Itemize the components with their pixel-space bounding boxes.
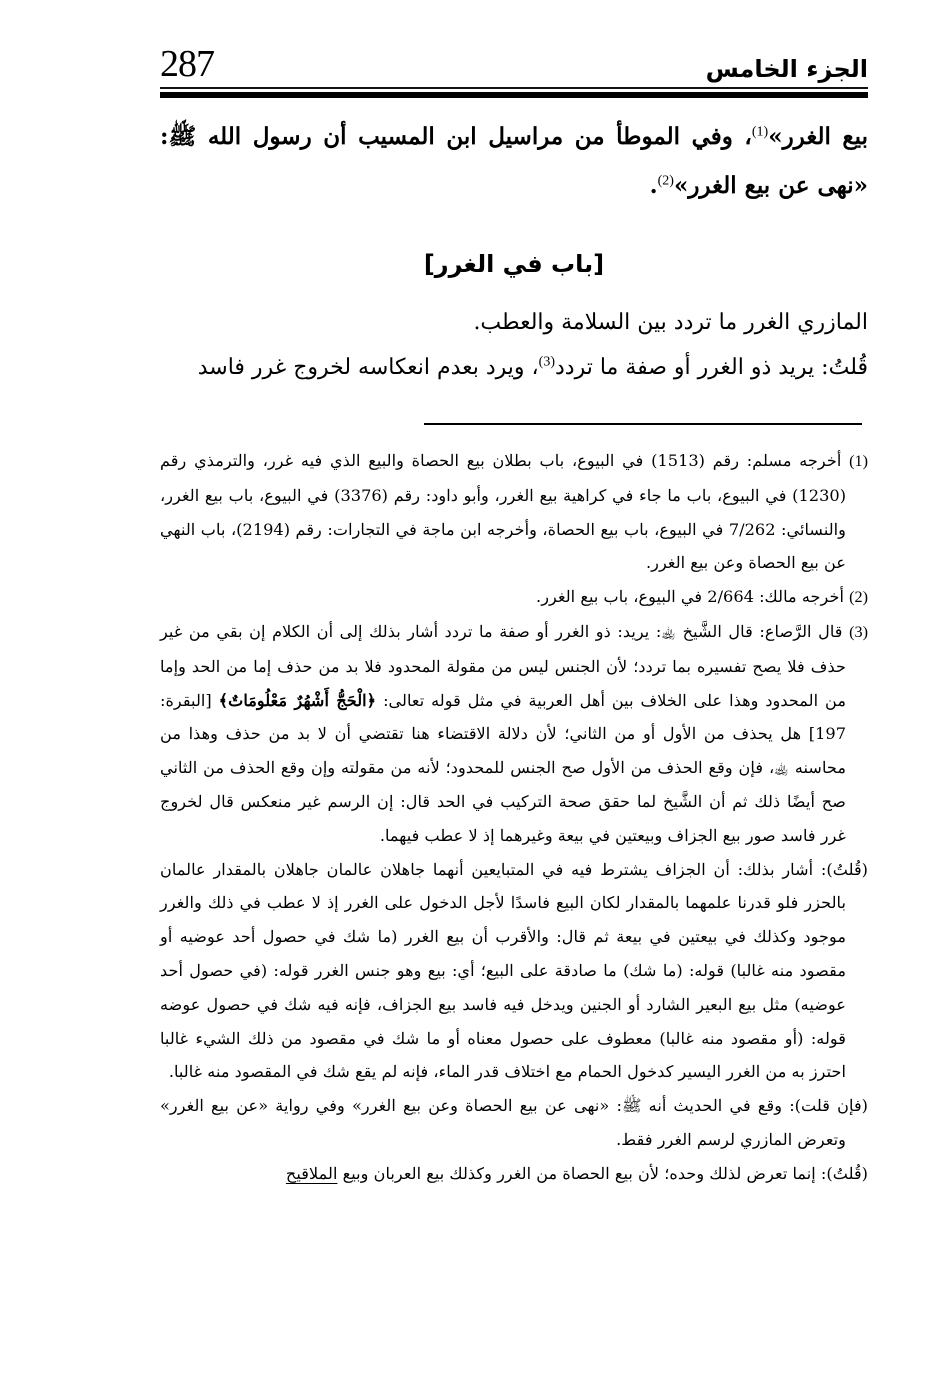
footnote-reference-1[interactable]: (1)	[751, 124, 769, 140]
footnote-label: (فإن قلت):	[789, 1096, 869, 1116]
catchword: الملاقيح	[285, 1163, 338, 1183]
header-rule	[160, 87, 868, 99]
footnote-separator	[424, 423, 862, 425]
paragraph-text: بيع الغرر»	[768, 123, 868, 150]
main-text-body	[160, 300, 868, 390]
main-text-top	[160, 112, 868, 210]
header-rule-thin-line	[160, 87, 868, 89]
footnote-text: وقع في الحديث أنه ﷺ: «نهى عن بيع الحصاة وعن بيع الغرر» وفي رواية «عن بيع الغرر» وتعرض المازري لرسم الغرر فقط.	[160, 1096, 846, 1149]
footnote-number: (2)	[849, 588, 868, 607]
paragraph-qultu	[160, 345, 868, 390]
footnote-number: (3)	[849, 622, 868, 641]
paragraph-text: ، وفي الموطأ من مراسيل ابن المسيب أن رسول الله ﷺ: «نهى عن بيع الغرر»	[160, 123, 868, 199]
footnote-text: أخرجه مسلم: رقم (1513) في البيوع، باب بطلان بيع الحصاة والبيع الذي فيه غرر، والترمذي رقم (1230) في البيوع، باب ما جاء في كراهية بيع الغرر، وأبو داود: رقم (3376) في البيوع، باب بيع الغرر، والنسائي: 7/262 في البيوع، باب بيع الحصاة، وأخرجه ابن ماجة في التجارات: رقم (2194)، باب النهي عن بيع الحصاة وعن بيع الغرر.	[160, 451, 847, 573]
page-number: 287	[160, 43, 214, 85]
footnote-2	[160, 580, 868, 615]
footnote-3-qultu	[160, 853, 868, 1090]
footnote-text: قال الرَّصاع: قال الشَّيخ ﵀: يريد: ذو الغرر أو صفة ما تردد أشار بذلك إلى أن الكلام إن بقي من غير حذف فلا يصح تفسيره بما تردد؛ لأن الجنس ليس من مقولة المحدود فلا بد من حذف إما من الحد وإما من المحدود وهذا على الخلاف بين أهل العربية في مثل قوله تعالى:	[160, 621, 846, 710]
footnote-label: (قُلتُ):	[820, 859, 868, 879]
paragraph-text: قُلتُ: يريد ذو الغرر أو صفة ما تردد	[555, 355, 868, 380]
footnotes	[160, 444, 868, 1191]
paragraph-text: ، ويرد بعدم انعكاسه لخروج غرر فاسد	[197, 355, 539, 380]
footnote-text: أشار بذلك: أن الجزاف يشترط فيه في المتبايعين أنهما جاهلان عالمان جاهلان بالمقدار عالمان بالحزر فلو قدرنا علمهما بالمقدار لكان البيع فاسدًا لأجل الدخول على الغرر إذ لا عطب في ذلك والغرر موجود وكذلك في بيعتين في بيعة ثم قال: والأقرب أن بيع الغرر (ما شك في حصول أحد عوضيه أو مقصود منه غالبا) قوله: (ما شك) ما صادقة على البيع؛ أي: بيع وهو جنس الغرر قوله: (في حصول أحد عوضيه) مثل بيع البعير الشارد أو الجنين ويدخل فيه فاسد بيع الجزاف، فإنه فيه شك في حصول عوضه قوله: (أو مقصود منه غالبا) معطوف على حصول معناه أو ما شك في مقصود من ذلك الشيء غالبا احترز به من الغرر اليسير كدخول الحمام مع اختلاف قدر الماء، فإنه لم يقع شك في المقصود منه غالبا.	[160, 859, 846, 1082]
footnote-text: إنما تعرض لذلك وحده؛ لأن بيع الحصاة من الغرر وكذلك بيع العربان وبيع	[337, 1163, 816, 1183]
footnote-1	[160, 444, 868, 580]
quran-verse: ﴿الْحَجُّ أَشْهُرٌ مَعْلُومَاتٌ﴾	[218, 690, 377, 710]
paragraph-hadith-continuation	[160, 112, 868, 210]
volume-title: الجزء الخامس	[705, 55, 868, 83]
footnote-text: أخرجه مالك: 2/664 في البيوع، باب بيع الغرر.	[536, 587, 844, 607]
footnote-3-reply	[160, 1157, 868, 1191]
footnote-number: (1)	[849, 452, 868, 470]
paragraph-mazari-definition: المازري الغرر ما تردد بين السلامة والعطب.	[473, 310, 868, 335]
running-header	[160, 40, 868, 100]
footnote-reference-3[interactable]: (3)	[538, 354, 555, 370]
paragraph-text: .	[649, 172, 658, 199]
footnote-reference-2[interactable]: (2)	[657, 173, 674, 189]
book-page	[160, 0, 868, 1394]
header-rule-thick-line	[160, 92, 868, 98]
footnote-text: [البقرة: 197] هل يحذف من الأول أو من الثاني؛ لأن دلالة الاقتضاء هنا تقتضي أن لا بد من حذف وهذا من محاسنه ﵀، فإن وقع الحذف من الأول صح الجنس للمحدود؛ لأنه من مقولته وإن وقع الحذف من الثاني صح أيضًا ذلك ثم أن الشَّيخ لما حقق صحة التركيب في الحد قال: إن الرسم غير منعكس قال لخروج غرر فاسد صور بيع الجزاف وبيعتين في بيعة وغيرهما إذ لا عطب فيهما.	[160, 690, 846, 845]
footnote-3	[160, 615, 868, 853]
footnote-3-objection	[160, 1089, 868, 1157]
footnote-label: (قُلتُ):	[820, 1163, 868, 1183]
section-heading: [باب في الغرر]	[423, 250, 605, 278]
